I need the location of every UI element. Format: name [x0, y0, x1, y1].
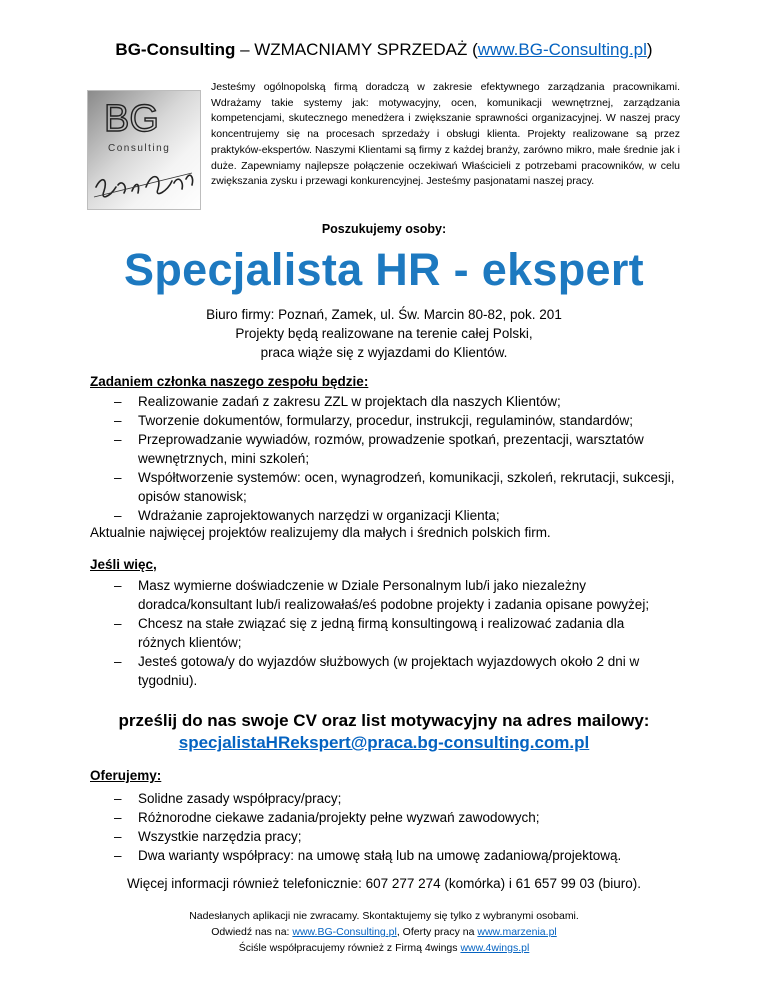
- footer-jobs-text: , Oferty pracy na: [396, 926, 478, 938]
- dash-bullet: –: [114, 810, 122, 825]
- header-website-link[interactable]: www.BG-Consulting.pl: [477, 40, 647, 59]
- list-item: [90, 808, 690, 827]
- list-item: [90, 614, 665, 652]
- tasks-heading: Zadaniem członka naszego zespołu będzie:: [90, 374, 369, 389]
- location-line-1: Biuro firmy: Poznań, Zamek, ul. Św. Marcin 80-82, pok. 201: [206, 307, 562, 322]
- footer-website-link[interactable]: www.BG-Consulting.pl: [292, 926, 397, 938]
- footer-line-3: [0, 940, 768, 956]
- offer-text: Wszystkie narzędzia pracy;: [138, 829, 302, 844]
- list-item: [90, 576, 665, 614]
- task-text: Wdrażanie zaprojektowanych narzędzi w organizacji Klienta;: [138, 508, 500, 523]
- dash-bullet: –: [114, 394, 122, 409]
- offer-text: Solidne zasady współpracy/pracy;: [138, 791, 342, 806]
- tasks-list: [90, 392, 690, 525]
- header-separator: –: [235, 40, 255, 59]
- dash-bullet: –: [114, 616, 122, 631]
- requirement-text: Masz wymierne doświadczenie w Dziale Personalnym lub/i jako niezależny doradca/konsultant lub/i realizowałaś/eś podobne projekty i zadania opisane powyżej;: [138, 578, 650, 612]
- list-item: [90, 846, 690, 865]
- footer-partner-text: Ściśle współpracujemy również z Firmą 4wings: [238, 942, 461, 954]
- footer-marzenia-link[interactable]: www.marzenia.pl: [477, 926, 557, 938]
- page-footer: [0, 908, 768, 956]
- task-text: Współtworzenie systemów: ocen, wynagrodzeń, komunikacji, szkoleń, rekrutacji, sukcesji, opisów stanowisk;: [138, 470, 675, 504]
- footer-line-1: Nadesłanych aplikacji nie zwracamy. Skontaktujemy się tylko z wybranymi osobami.: [189, 910, 579, 922]
- list-item: [90, 827, 690, 846]
- list-item: [90, 392, 690, 411]
- task-text: Tworzenie dokumentów, formularzy, procedur, instrukcji, regulaminów, standardów;: [138, 413, 633, 428]
- header-slogan: WZMACNIAMY SPRZEDAŻ: [254, 40, 468, 59]
- seeking-label: Poszukujemy osoby:: [321, 222, 447, 236]
- requirements-heading: Jeśli więc,: [90, 557, 157, 572]
- dash-bullet: –: [114, 470, 122, 485]
- cta-email-link[interactable]: specjalistaHRekspert@praca.bg-consulting.com.pl: [178, 733, 590, 752]
- dash-bullet: –: [114, 508, 122, 523]
- list-item: [90, 430, 690, 468]
- requirement-text: Jesteś gotowa/y do wyjazdów służbowych (w projektach wyjazdowych około 2 dni w tygodniu).: [138, 654, 640, 688]
- dash-bullet: –: [114, 829, 122, 844]
- cta-text: prześlij do nas swoje CV oraz list motywacyjny na adres mailowy:: [118, 711, 650, 730]
- offer-list: [90, 789, 690, 865]
- offer-heading: Oferujemy:: [90, 768, 162, 783]
- list-item: [90, 789, 690, 808]
- footer-line-2: [0, 924, 768, 940]
- tasks-note: Aktualnie najwięcej projektów realizujemy dla małych i średnich polskich firm.: [90, 525, 551, 540]
- page-header: [0, 40, 768, 60]
- svg-text:Consulting: Consulting: [108, 143, 171, 154]
- list-item: [90, 652, 665, 690]
- dash-bullet: –: [114, 791, 122, 806]
- list-item: [90, 411, 690, 430]
- location-line-3: praca wiąże się z wyjazdami do Klientów.: [260, 345, 508, 360]
- dash-bullet: –: [114, 848, 122, 863]
- company-logo: [87, 90, 201, 210]
- list-item: [90, 468, 690, 506]
- svg-text:BG: BG: [104, 98, 159, 140]
- offer-text: Różnorodne ciekawe zadania/projekty pełne wyzwań zawodowych;: [138, 810, 540, 825]
- location-line-2: Projekty będą realizowane na terenie całej Polski,: [235, 326, 533, 341]
- call-to-action: [0, 710, 768, 754]
- job-title: Specjalista HR - ekspert: [124, 244, 644, 295]
- footer-4wings-link[interactable]: www.4wings.pl: [460, 942, 530, 954]
- dash-bullet: –: [114, 413, 122, 428]
- task-text: Realizowanie zadań z zakresu ZZL w projektach dla naszych Klientów;: [138, 394, 561, 409]
- footer-visit-text: Odwiedź nas na:: [211, 926, 293, 938]
- company-intro: Jesteśmy ogólnopolską firmą doradczą w zakresie efektywnego zarządzania pracownikami. Wdrażamy takie systemy jak: motywacyjny, ocen, komunikacji wewnętrznej, zarządzania kompetencjami, skutecznego menedżera i zwiększanie sprawności organizacyjnej. W naszej pracy koncentrujemy się na procesach sprzedaży i obsługi klienta. Projekty realizowane są przez praktyków-ekspertów. Naszymi Klientami są firmy z każdej branży, zarówno mikro, małe średnie jak i duże. Zapewniamy najlepsze połączenie oczekiwań Właścicieli z potrzebami pracowników, w celu zwiększania zysku i przewagi konkurencyjnej. Jesteśmy pasjonatami naszej pracy.: [211, 81, 680, 188]
- task-text: Przeprowadzanie wywiadów, rozmów, prowadzenie spotkań, prezentacji, warsztatów wewnętrznych, mini szkoleń;: [138, 432, 644, 466]
- job-location: [0, 305, 768, 362]
- header-paren-close: ): [646, 40, 653, 59]
- dash-bullet: –: [114, 654, 122, 669]
- list-item: [90, 506, 690, 525]
- dash-bullet: –: [114, 432, 122, 447]
- phone-info: Więcej informacji również telefonicznie: 607 277 274 (komórka) i 61 657 99 03 (biuro).: [126, 876, 641, 891]
- requirement-text: Chcesz na stałe związać się z jedną firmą konsultingową i realizować zadania dla różnych klientów;: [138, 616, 625, 650]
- header-paren-open: (: [467, 40, 478, 59]
- company-name: BG-Consulting: [115, 40, 236, 59]
- requirements-list: [90, 576, 665, 690]
- dash-bullet: –: [114, 578, 122, 593]
- offer-text: Dwa warianty współpracy: na umowę stałą lub na umowę zadaniową/projektową.: [138, 848, 622, 863]
